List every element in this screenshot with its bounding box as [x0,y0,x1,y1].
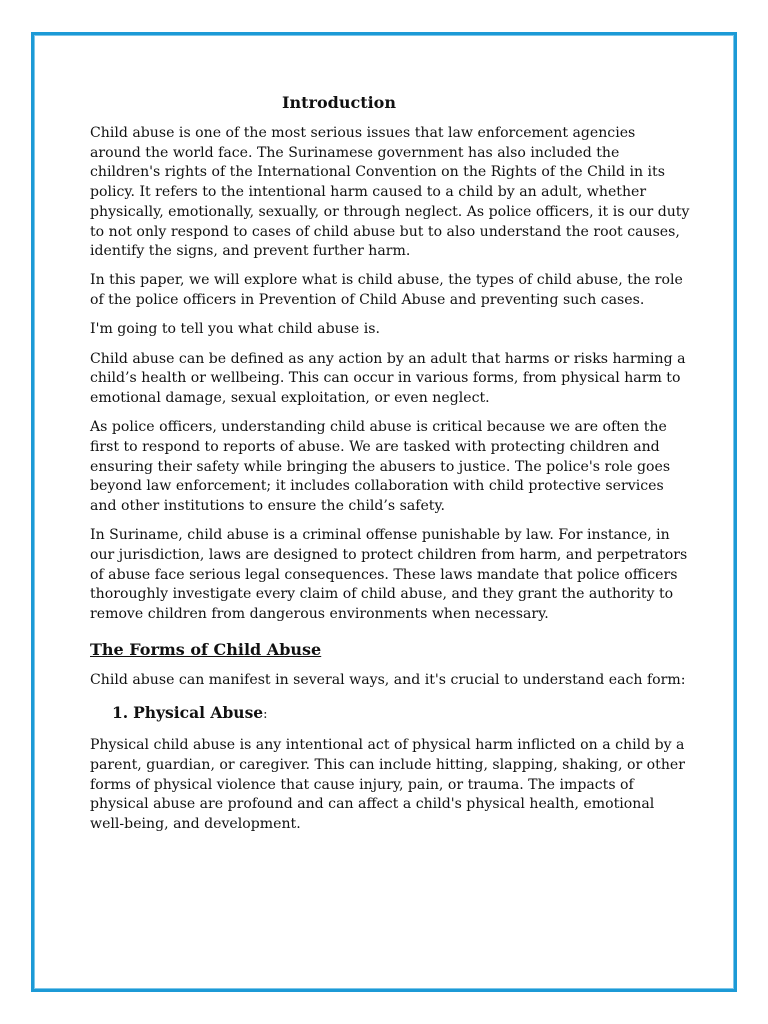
section-intro: Child abuse can manifest in several ways, and it's crucial to understand each form: [90,671,686,688]
section-heading: The Forms of Child Abuse [90,639,322,659]
subheading-colon: : [263,707,268,723]
subheading-physical-abuse [112,702,690,726]
document-body [90,92,690,844]
paragraph-lead-in: I'm going to tell you what child abuse is. [90,321,380,338]
paragraph-intro: Child abuse is one of the most serious issues that law enforcement agencies around the world face. The Surinamese government has also included the children's rights of the International Convention on the Rights of the Child in its policy. It refers to the intentional harm caused to a child by an adult, whether physically, emotionally, sexually, or through neglect. As police officers, it is our duty to not only respond to cases of child abuse but to also understand the root causes, identify the signs, and prevent further harm. [90,125,690,260]
subheading-label: Physical Abuse [133,703,264,723]
subheading-number: 1. [112,703,129,723]
paragraph-police-role: As police officers, understanding child abuse is critical because we are often the first to respond to reports of abuse. We are tasked with protecting children and ensuring their safety while bringing the abusers to justice. The police's role goes beyond law enforcement; it includes collaboration with child protective services and other institutions to ensure the child’s safety. [90,419,671,514]
paragraph-definition: Child abuse can be defined as any action by an adult that harms or risks harming a child’s health or wellbeing. This can occur in various forms, from physical harm to emotional damage, sexual exploitation, or even neglect. [90,350,686,406]
document-title: Introduction [282,93,396,112]
paragraph-physical-abuse: Physical child abuse is any intentional act of physical harm inflicted on a child by a parent, guardian, or caregiver. This can include hitting, slapping, shaking, or other forms of physical violence that cause injury, pain, or trauma. The impacts of physical abuse are profound and can affect a child's physical health, emotional well-being, and development. [90,737,685,833]
paragraph-suriname-law: In Suriname, child abuse is a criminal offense punishable by law. For instance, in our jurisdiction, laws are designed to protect children from harm, and perpetrators of abuse face serious legal consequences. These laws mandate that police officers thoroughly investigate every claim of child abuse, and they grant the authority to remove children from dangerous environments when necessary. [90,527,688,622]
paragraph-scope: In this paper, we will explore what is child abuse, the types of child abuse, the role of the police officers in Prevention of Child Abuse and preventing such cases. [90,272,683,309]
